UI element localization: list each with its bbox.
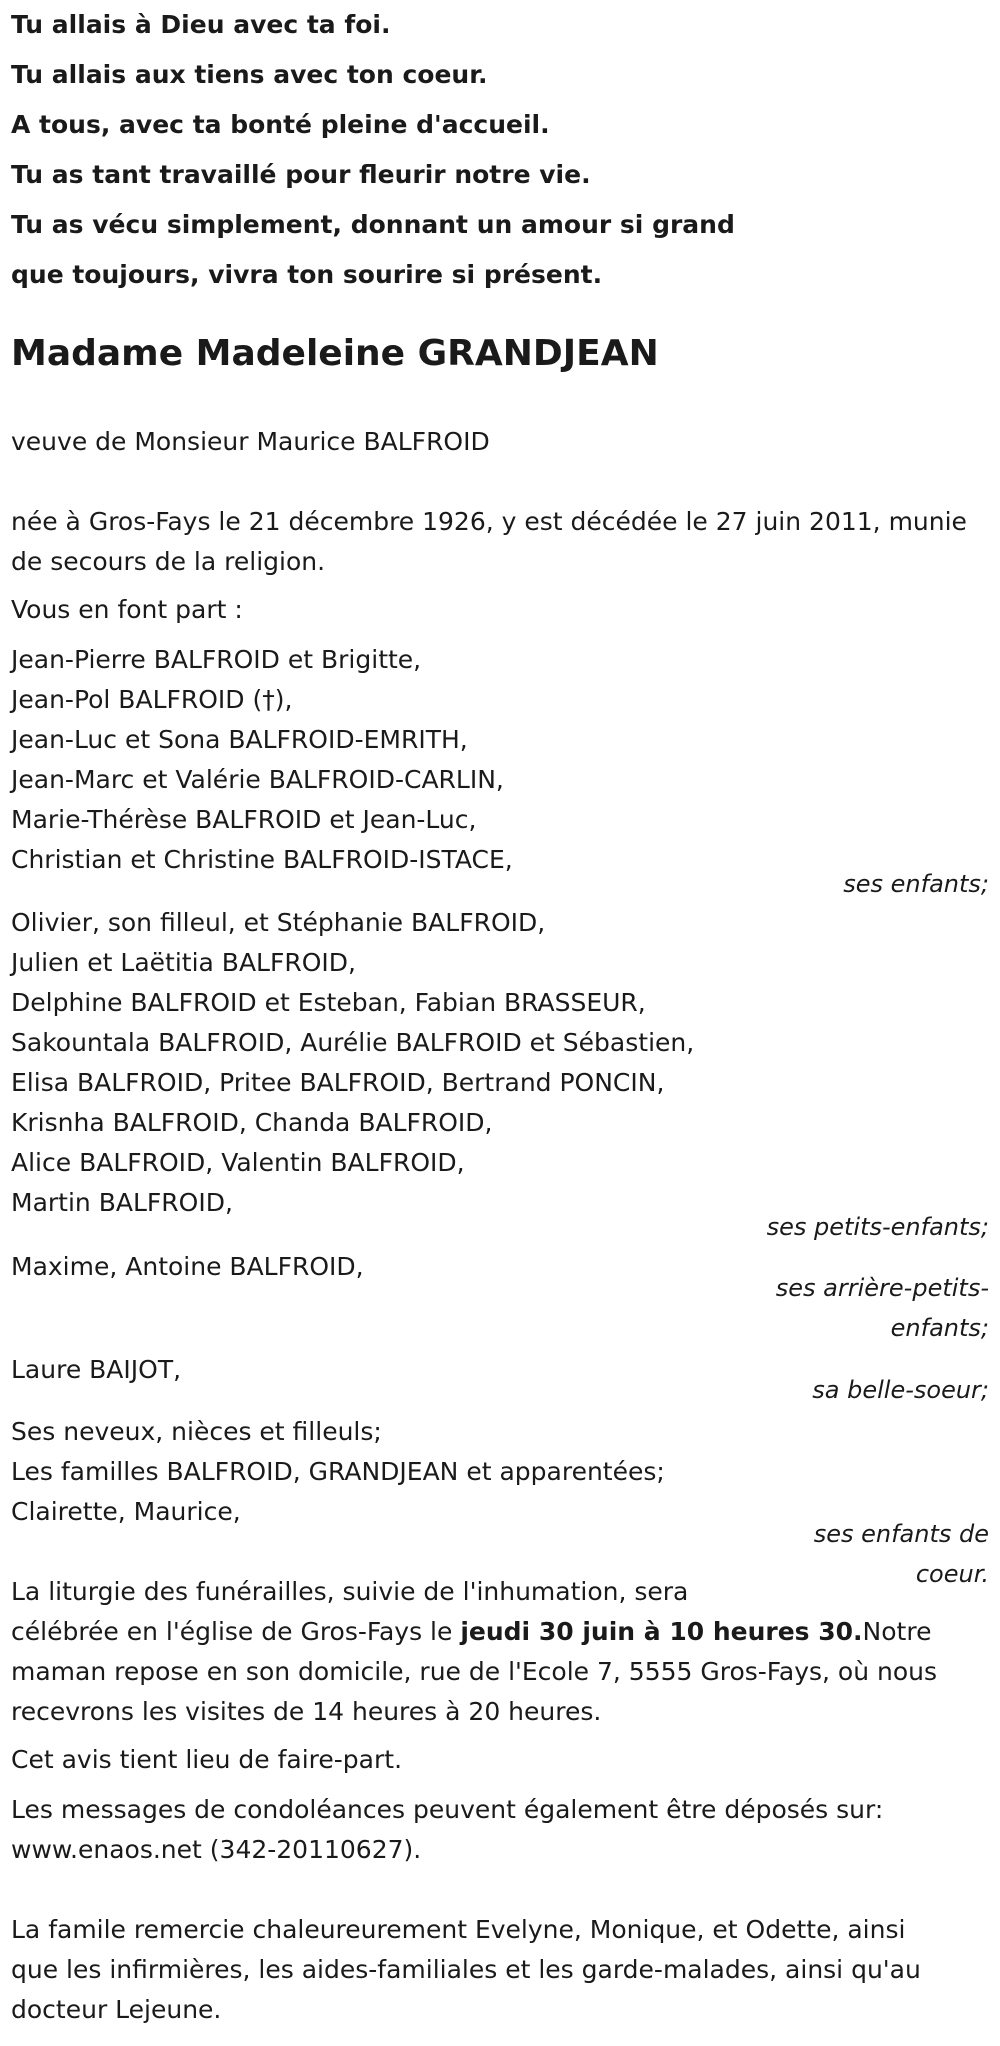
list-item: Jean-Luc et Sona BALFROID-EMRITH, <box>11 725 468 754</box>
funeral-line-2-a: célébrée en l'église de Gros-Fays le <box>11 1617 461 1646</box>
children-list <box>11 640 989 880</box>
list-item: Sakountala BALFROID, Aurélie BALFROID et Sébastien, <box>11 1028 695 1057</box>
thanks-line-2: que les infirmières, les aides-familiales et les garde-malades, ainsi qu'au <box>11 1955 921 1984</box>
funeral-line-2-b: Notre <box>862 1617 932 1646</box>
list-item: Alice BALFROID, Valentin BALFROID, <box>11 1148 465 1177</box>
funeral-line-4: recevrons les visites de 14 heures à 20 heures. <box>11 1697 602 1726</box>
list-item: Marie-Thérèse BALFROID et Jean-Luc, <box>11 805 477 834</box>
list-item: Christian et Christine BALFROID-ISTACE, <box>11 845 513 874</box>
list-item: Jean-Marc et Valérie BALFROID-CARLIN, <box>11 765 504 794</box>
list-item: Jean-Pol BALFROID (†), <box>11 685 293 714</box>
thanks-line-3: docteur Lejeune. <box>11 1995 222 2024</box>
funeral-line-1: La liturgie des funérailles, suivie de l'inhumation, sera <box>11 1577 689 1606</box>
list-item: Jean-Pierre BALFROID et Brigitte, <box>11 645 422 674</box>
deceased-name: Madame Madeleine GRANDJEAN <box>11 333 659 374</box>
others-role-2: coeur. <box>915 1560 989 1588</box>
grandchildren-list <box>11 903 989 1223</box>
list-item: Olivier, son filleul, et Stéphanie BALFROID, <box>11 908 546 937</box>
list-item: Martin BALFROID, <box>11 1188 233 1217</box>
list-item: Maxime, Antoine BALFROID, <box>11 1252 364 1281</box>
announce-text: Vous en font part : <box>11 595 243 624</box>
list-item: Elisa BALFROID, Pritee BALFROID, Bertrand PONCIN, <box>11 1068 665 1097</box>
list-item: Clairette, Maurice, <box>11 1497 241 1526</box>
poem-line-6: que toujours, vivra ton sourire si présent. <box>11 260 603 289</box>
poem-line-1: Tu allais à Dieu avec ta foi. <box>11 10 391 39</box>
list-item: Delphine BALFROID et Esteban, Fabian BRASSEUR, <box>11 988 646 1017</box>
birth-death-line-1: née à Gros-Fays le 21 décembre 1926, y est décédée le 27 juin 2011, munie <box>11 507 967 536</box>
poem-line-4: Tu as tant travaillé pour fleurir notre vie. <box>11 160 591 189</box>
list-item: Krisnha BALFROID, Chanda BALFROID, <box>11 1108 493 1137</box>
poem-line-5: Tu as vécu simplement, donnant un amour si grand <box>11 210 735 239</box>
poem-line-3: A tous, avec ta bonté pleine d'accueil. <box>11 110 550 139</box>
great-grandchildren-role-2: enfants; <box>890 1314 989 1342</box>
widow-of: veuve de Monsieur Maurice BALFROID <box>11 427 490 456</box>
thanks-line-1: La famile remercie chaleureurement Evelyne, Monique, et Odette, ainsi <box>11 1915 906 1944</box>
list-item: Ses neveux, nièces et filleuls; <box>11 1417 382 1446</box>
children-role: ses enfants; <box>843 870 989 898</box>
condolences-line-1: Les messages de condoléances peuvent également être déposés sur: <box>11 1795 884 1824</box>
funeral-line-3: maman repose en son domicile, rue de l'Ecole 7, 5555 Gros-Fays, où nous <box>11 1657 938 1686</box>
list-item: Les familles BALFROID, GRANDJEAN et apparentées; <box>11 1457 665 1486</box>
others-role-1: ses enfants de <box>813 1520 989 1548</box>
poem-line-2: Tu allais aux tiens avec ton coeur. <box>11 60 488 89</box>
funeral-date: jeudi 30 juin à 10 heures 30. <box>460 1617 863 1646</box>
list-item: Laure BAIJOT, <box>11 1355 182 1384</box>
birth-death-line-2: de secours de la religion. <box>11 547 326 576</box>
notice-text: Cet avis tient lieu de faire-part. <box>11 1745 403 1774</box>
sister-in-law-role: sa belle-soeur; <box>812 1376 989 1404</box>
great-grandchildren-role-1: ses arrière-petits- <box>775 1274 989 1302</box>
list-item: Julien et Laëtitia BALFROID, <box>11 948 356 977</box>
grandchildren-role: ses petits-enfants; <box>766 1213 989 1241</box>
condolences-link[interactable]: www.enaos.net (342-20110627). <box>11 1835 422 1864</box>
funeral-line-2 <box>11 1612 931 1652</box>
